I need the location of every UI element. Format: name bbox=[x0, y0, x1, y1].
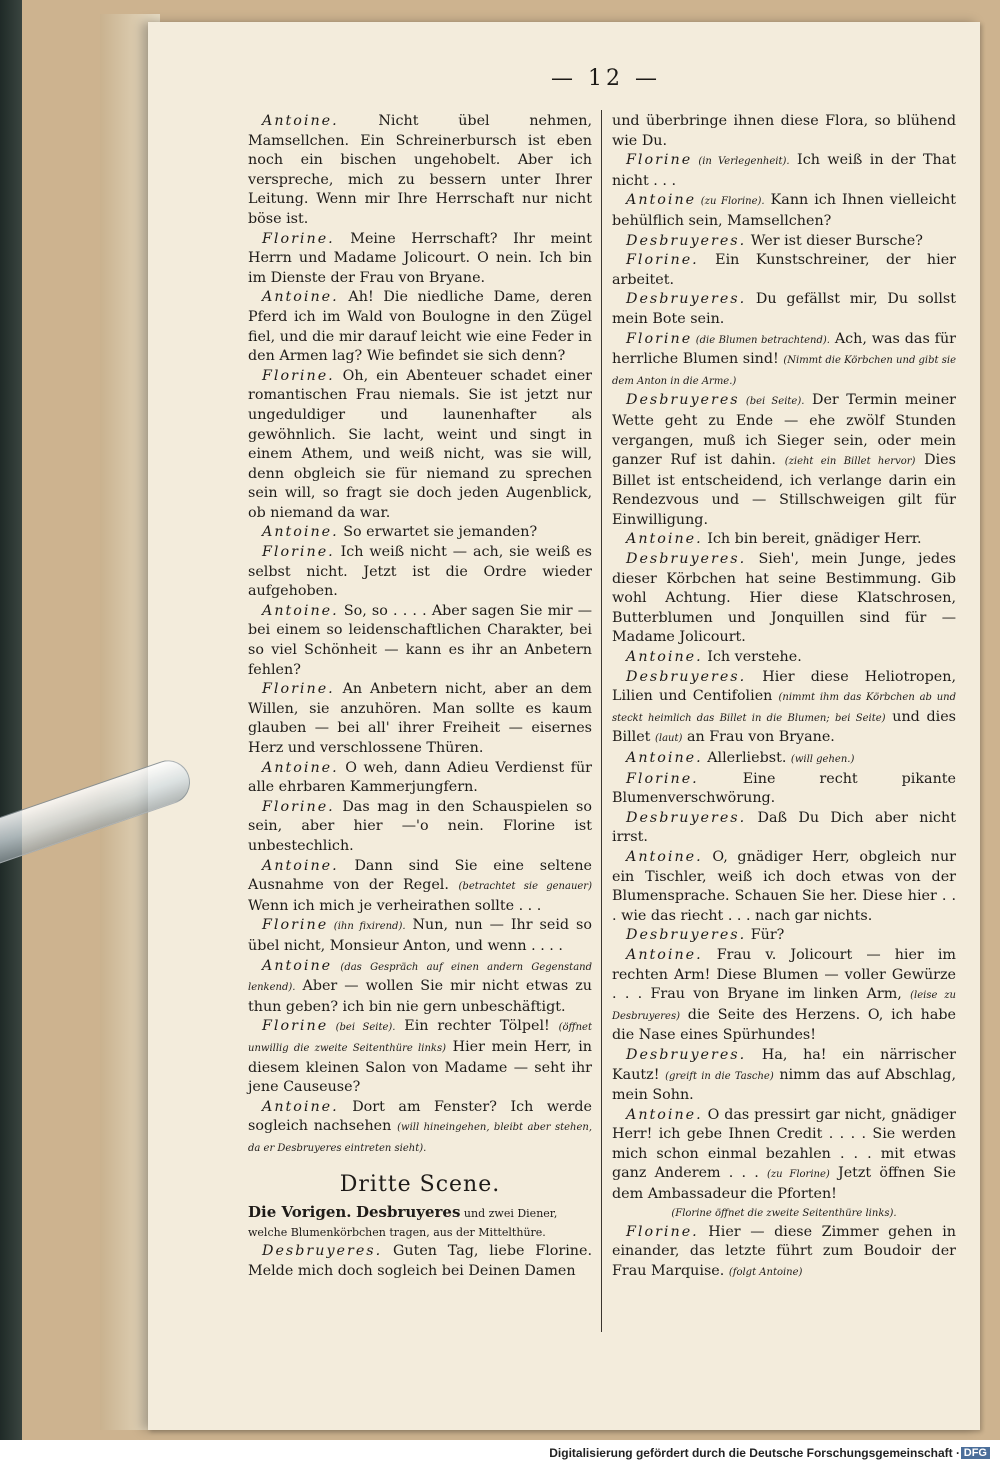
scene-heading: Dritte Scene. bbox=[339, 1172, 501, 1198]
stage-direction: (ihn fixirend). bbox=[328, 921, 406, 933]
dialogue-paragraph bbox=[612, 251, 956, 290]
dialogue-paragraph bbox=[612, 1223, 956, 1283]
stage-direction: (will gehen.) bbox=[790, 754, 855, 765]
line-text: O weh, dann Adieu Verdienst für alle ehrbaren Kammerjungfern. bbox=[248, 759, 592, 796]
line-text: Dann sind Sie eine seltene Ausnahme von der Regel. bbox=[248, 857, 592, 894]
line-text: Aber — wollen Sie mir nicht etwas zu thun geben? ich bin nie gern unbeschäftigt. bbox=[248, 978, 592, 1015]
speaker-name: Antoine. bbox=[626, 946, 703, 963]
speaker-name: Antoine. bbox=[626, 1106, 703, 1123]
column-divider bbox=[601, 110, 602, 1332]
dialogue-paragraph bbox=[612, 232, 956, 252]
line-text: Guten Tag, liebe Florine. Melde mich doch sogleich bei Deinen Damen bbox=[248, 1243, 592, 1280]
speaker-name: Antoine. bbox=[262, 113, 339, 129]
speaker-name: Antoine. bbox=[262, 524, 339, 541]
speaker-name: Antoine. bbox=[626, 649, 703, 666]
dialogue-paragraph bbox=[612, 550, 956, 648]
line-text: So erwartet sie jemanden? bbox=[338, 524, 538, 541]
line-text: Hier mein Herr, in diesem kleinen Salon von Madame — seht ihr jene Causeuse? bbox=[248, 1038, 592, 1096]
dialogue-paragraph bbox=[612, 770, 956, 809]
line-text: Du gefällst mir, Du sollst mein Bote sein. bbox=[612, 291, 956, 327]
stage-direction: (will hineingehen, bleibt aber stehen, da er Desbruyeres eintreten sieht). bbox=[248, 1122, 592, 1154]
line-text: Wenn ich mich je verheirathen sollte . . . bbox=[248, 897, 542, 914]
speaker-name: Desbruyeres. bbox=[626, 291, 747, 308]
line-text: Meine Herrschaft? Ihr meint Herrn und Madame Jolicourt. O nein. Ich bin im Dienste der Frau von Bryane. bbox=[248, 230, 592, 286]
dark-background-edge bbox=[0, 0, 22, 1440]
speaker-name: Antoine. bbox=[262, 1098, 339, 1115]
dialogue-paragraph bbox=[612, 1046, 956, 1106]
line-text: an Frau von Bryane. bbox=[682, 729, 835, 746]
stage-direction: (leise zu Desbruyeres) bbox=[612, 990, 956, 1022]
dialogue-paragraph bbox=[248, 543, 592, 602]
dialogue-paragraph bbox=[612, 1106, 956, 1205]
dialogue-paragraph bbox=[612, 530, 956, 550]
dialogue-paragraph bbox=[612, 749, 956, 770]
speaker-name: Antoine. bbox=[262, 289, 339, 306]
dialogue-paragraph bbox=[612, 290, 956, 329]
speaker-name: Antoine. bbox=[262, 602, 339, 619]
dialogue-paragraph bbox=[612, 391, 956, 530]
stage-direction: (das Gespräch auf einen andern Gegenstand lenkend). bbox=[248, 961, 592, 994]
dialogue-paragraph bbox=[248, 230, 592, 289]
dialogue-paragraph bbox=[612, 809, 956, 848]
right-column bbox=[612, 112, 956, 1282]
dialogue-paragraph bbox=[612, 151, 956, 191]
stage-direction: (Nimmt die Körbchen und gibt sie dem Anton in die Arme.) bbox=[612, 355, 956, 387]
line-text: Oh, ein Abenteuer schadet einer romantischen Frau niemals. Sie ist jetzt nur ungeduldiger und launenhafter als gewöhnlich. Sie lacht, weint und singt in einem Athem, und weiß nicht, was sie will, denn obgleich sie für niemand zu sprechen sein will, so fragt sie doch jeden Augenblick, ob niemand da war. bbox=[248, 367, 592, 521]
dialogue-paragraph bbox=[248, 680, 592, 758]
line-text: Ah! Die niedliche Dame, deren Pferd ich im Wald von Boulogne in den Zügel fiel, und die mir darauf leicht wie eine Feder in den Armen lag? Wie befindet sie sich denn? bbox=[248, 289, 592, 365]
line-text: Das mag in den Schauspielen so sein, aber hier —'o nein. Florine ist unbestechlich. bbox=[248, 798, 592, 854]
scene-cast-list bbox=[248, 1203, 592, 1242]
dialogue-paragraph bbox=[248, 523, 592, 543]
dialogue-paragraph bbox=[248, 798, 592, 857]
speaker-name: Desbruyeres. bbox=[262, 1243, 383, 1260]
line-text: die Seite des Herzens. O, ich habe die Nase eines Spürhundes! bbox=[612, 1006, 956, 1044]
speaker-name: Florine bbox=[626, 330, 693, 347]
dialogue-paragraph bbox=[248, 1098, 592, 1159]
page-number: — 12 — bbox=[551, 66, 661, 91]
dialogue-paragraph bbox=[248, 759, 592, 798]
stage-direction: (laut) bbox=[654, 733, 683, 745]
speaker-name: Antoine. bbox=[262, 759, 339, 776]
line-text: Nun, nun — Ihr seid so übel nicht, Monsieur Anton, und wenn . . . . bbox=[248, 917, 592, 954]
cast-entry: Desbruyeres bbox=[355, 1203, 461, 1222]
line-text: Frau v. Jolicourt — hier im rechten Arm! Diese Blumen — voller Gewürze . . . Frau von Bryane im linken Arm, bbox=[612, 946, 956, 1003]
speaker-name: Antoine. bbox=[262, 857, 339, 874]
dialogue-paragraph bbox=[612, 848, 956, 926]
line-text: und dies Billet bbox=[612, 708, 956, 746]
line-text: Ich weiß nicht — ach, sie weiß es selbst nicht. Jetzt ist die Ordre wieder aufgehoben. bbox=[248, 544, 592, 600]
line-text: Nicht übel nehmen, Mamsellchen. Ein Schreinerbursch ist eben noch ein bischen ungehobelt. Aber ich verspreche, mich zu bessern unter Ihrer Leitung. Wenn mir Ihre Herrschaft nur nicht böse ist. bbox=[248, 113, 592, 227]
speaker-name: Antoine. bbox=[626, 531, 703, 548]
line-text: Jetzt öffnen Sie dem Ambassadeur die Pforten! bbox=[612, 1165, 956, 1203]
speaker-name: Desbruyeres. bbox=[626, 1046, 747, 1063]
speaker-name: Florine bbox=[626, 152, 693, 169]
speaker-name: Antoine bbox=[262, 957, 333, 974]
stage-direction: (nimmt ihm das Körbchen ab und steckt heimlich das Billet in die Blumen; bei Seite) bbox=[612, 692, 956, 724]
line-text: Allerliebst. bbox=[702, 750, 791, 766]
line-text: Für? bbox=[746, 927, 785, 944]
dialogue-paragraph bbox=[248, 957, 592, 1018]
speaker-name: Florine. bbox=[626, 770, 699, 787]
dialogue-paragraph bbox=[612, 112, 956, 151]
speaker-name: Antoine bbox=[626, 192, 697, 209]
line-text: An Anbetern nicht, aber an dem Willen, sie anzuhören. Man sollte es kaum glauben — bei all' ihrer Freiheit — eisernes Herz und verschlossene Thüren. bbox=[248, 681, 592, 756]
stage-direction: (bei Seite). bbox=[328, 1022, 396, 1034]
speaker-name: Florine. bbox=[262, 544, 335, 561]
speaker-name: Florine. bbox=[626, 1223, 699, 1240]
line-text: Ach, was das für herrliche Blumen sind! bbox=[612, 330, 956, 368]
line-text: Sieh', mein Junge, jedes dieser Körbchen hat seine Bestimmung. Gib wohl Achtung. Hier diese Klatschrosen, Butterblumen und Jonquillen sind für — Madame Jolicourt. bbox=[612, 551, 956, 646]
line-text: Ein Kunstschreiner, der hier arbeitet. bbox=[612, 252, 956, 288]
line-text: O, gnädiger Herr, obgleich nur ein Tischler, weiß ich doch etwas von der Blumensprache. Schauen Sie her. Diese hier . . . wie das riecht . . . nach gar nichts. bbox=[612, 848, 956, 924]
stage-direction: (greift in die Tasche) bbox=[665, 1070, 774, 1082]
line-text: Ich bin bereit, gnädiger Herr. bbox=[702, 531, 922, 548]
dialogue-paragraph bbox=[612, 330, 956, 392]
speaker-name: Florine. bbox=[262, 367, 335, 384]
line-text: O das pressirt gar nicht, gnädiger Herr! ich gebe Ihnen Credit . . . . Sie werden mich schon einmal bezahlen . . . mit etwas ganz Anderem . . . bbox=[612, 1106, 956, 1182]
digitization-credit: Digitalisierung gefördert durch die Deutsche Forschungsgemeinschaft · bbox=[549, 1446, 960, 1460]
stage-direction: (öffnet unwillig die zweite Seitenthüre links) bbox=[248, 1022, 592, 1054]
dialogue-paragraph bbox=[248, 916, 592, 956]
speaker-name: Florine bbox=[262, 1018, 329, 1035]
speaker-name: Desbruyeres. bbox=[626, 668, 747, 685]
stage-direction: (zu Florine) bbox=[766, 1169, 830, 1181]
line-text: Hier — diese Zimmer gehen in einander, das letzte führt zum Boudoir der Frau Marquise. bbox=[612, 1223, 956, 1279]
line-text: Ich weiß in der That nicht . . . bbox=[612, 152, 956, 189]
speaker-name: Florine. bbox=[262, 681, 335, 698]
speaker-name: Florine. bbox=[262, 798, 335, 815]
line-text: Dies Billet ist entscheidend, ich verlange darin ein Rendezvous und — Stillschweigen gilt für Einwilligung. bbox=[612, 452, 956, 528]
speaker-name: Florine. bbox=[626, 252, 699, 269]
line-text: Ich verstehe. bbox=[702, 649, 802, 666]
line-text: Dort am Fenster? Ich werde sogleich nachsehen bbox=[248, 1098, 592, 1135]
dialogue-paragraph bbox=[612, 668, 956, 749]
line-text: Daß Du Dich aber nicht irrst. bbox=[612, 809, 956, 846]
dialogue-paragraph bbox=[612, 926, 956, 946]
stage-direction-centered: (Florine öffnet die zweite Seitenthüre links). bbox=[671, 1207, 897, 1219]
speaker-name: Desbruyeres. bbox=[626, 232, 747, 249]
dialogue-paragraph bbox=[248, 1242, 592, 1281]
line-text: nimm das auf Abschlag, mein Sohn. bbox=[612, 1066, 956, 1104]
stage-direction: (die Blumen betrachtend). bbox=[692, 334, 830, 346]
line-text: Ha, ha! ein närrischer Kautz! bbox=[612, 1046, 956, 1083]
line-text: und überbringe ihnen diese Flora, so blühend wie Du. bbox=[612, 113, 956, 149]
dfg-logo: DFG bbox=[961, 1447, 990, 1459]
dialogue-paragraph bbox=[248, 1017, 592, 1097]
speaker-name: Desbruyeres. bbox=[626, 551, 747, 568]
stage-direction: (zu Florine). bbox=[696, 196, 765, 208]
cast-entry: Die Vorigen. bbox=[248, 1203, 352, 1222]
dialogue-paragraph bbox=[248, 857, 592, 917]
stage-direction: (in Verlegenheit). bbox=[692, 156, 790, 168]
cast-entry: und zwei Diener, welche Blumenkörbchen tragen, aus der Mittelthüre. bbox=[248, 1207, 558, 1240]
speaker-name: Desbruyeres. bbox=[626, 809, 747, 826]
line-text: Eine recht pikante Blumenverschwörung. bbox=[612, 770, 956, 807]
dialogue-paragraph bbox=[248, 602, 592, 680]
dialogue-paragraph bbox=[612, 191, 956, 231]
stage-direction: (folgt Antoine) bbox=[728, 1266, 803, 1278]
line-text: Kann ich Ihnen vielleicht behülflich sein, Mamsellchen? bbox=[612, 192, 956, 229]
speaker-name: Florine bbox=[262, 917, 329, 934]
dialogue-paragraph bbox=[248, 112, 592, 230]
speaker-name: Desbruyeres bbox=[626, 392, 740, 409]
line-text: So, so . . . . Aber sagen Sie mir — bei einem so leidenschaftlichen Charakter, bei so viel Schönheit — kann es ihr an Anbetern fehlen? bbox=[248, 602, 592, 678]
dialogue-paragraph bbox=[612, 648, 956, 668]
speaker-name: Desbruyeres. bbox=[626, 927, 747, 944]
left-column bbox=[248, 112, 592, 1282]
line-text: Ein rechter Tölpel! bbox=[395, 1018, 559, 1035]
speaker-name: Antoine. bbox=[626, 848, 703, 865]
dialogue-paragraph bbox=[248, 367, 592, 524]
dialogue-paragraph bbox=[248, 288, 592, 366]
speaker-name: Antoine. bbox=[626, 750, 703, 766]
speaker-name: Florine. bbox=[262, 230, 335, 247]
dialogue-paragraph bbox=[612, 946, 956, 1046]
line-text: Wer ist dieser Bursche? bbox=[746, 232, 923, 249]
line-text: Hier diese Heliotropen, Lilien und Centifolien bbox=[612, 668, 956, 705]
stage-direction: (betrachtet sie genauer) bbox=[458, 881, 592, 893]
stage-direction: (zieht ein Billet hervor) bbox=[784, 456, 916, 468]
line-text: Der Termin meiner Wette geht zu Ende — ehe zwölf Stunden vergangen, muß ich Sieger sein, oder mein ganzer Ruf ist dahin. bbox=[612, 392, 957, 469]
stage-direction: (bei Seite). bbox=[739, 396, 805, 408]
